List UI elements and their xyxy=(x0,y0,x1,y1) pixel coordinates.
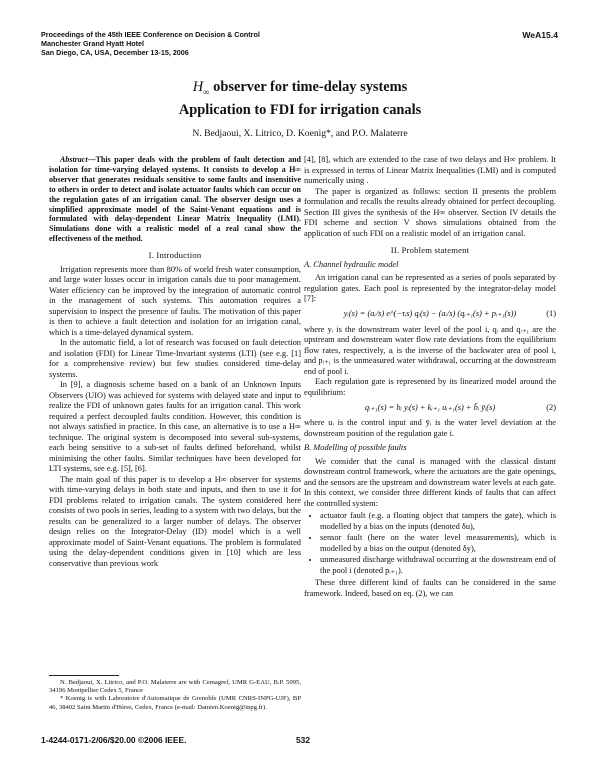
section-2-heading: II. Problem statement xyxy=(390,245,470,255)
page-number: 532 xyxy=(296,735,310,745)
abstract: Abstract—This paper deals with the problem of fault detection and isolation for time-varying delayed systems. It consists to develop a H∞ observer that generates residuals sensitive to some faults and insensitive to others in order to detect and isolate actuator faults which can occur on the regulation gates of an irrigation canal. The observer design uses a simplified approximate model of the Saint-Venant equations and is formulated with delay-dependent Linear Matrix Inequality (LMI). Simulations done with a realistic model of a real canal show the effectiveness of the method. xyxy=(49,155,301,244)
proceedings-header xyxy=(41,30,260,57)
conference-name: Proceedings of the 45th IEEE Conference on Decision & Control xyxy=(41,30,260,39)
author-footnote xyxy=(49,679,301,712)
fault-list-item: • sensor fault (here on the water level measurements), which is modelled by a bias on the output (denoted δy), xyxy=(320,533,556,554)
fault-list-item: • actuator fault (e.g. a floating object that tampers the gate), which is modelled by a bias on the inputs (denoted δu), xyxy=(320,511,556,532)
title-line-1 xyxy=(0,78,600,101)
intro-paragraph-4: The main goal of this paper is to develop a H∞ observer for systems with time-varying delays in both state and inputs, and then to use it for FDI problems related to irrigation canals. The system considered here consists of two pools in series, leading to a system with two delays, but the results can be generalized to a larger number of delays. The observer design relies on the Integrator-Delay (ID) model which is a well approximate model of Saint-Venant equations. The problem is formulated using the delay-dependent conditions given in [10] which are less conservative than previous work xyxy=(49,474,301,568)
intro-paragraph-3: In [9], a diagnosis scheme based on a bank of an Unknown Inputs Observers (UIO) was achieved for systems with delayed state and input to realize the FDI of unknown gates faults for an irrigation canal. This work required a perfect decoupled faults condition. However, this condition is not always satisfied in practice. In this case, an alternative is to use a H∞ technique. The original system is decomposed into several sub-systems, each being sensitive to a sub-set of faults defined beforehand, whilst minimising the other faults. Similar techniques have been developed for LTI systems, see e.g. [5], [6]. xyxy=(49,380,301,474)
left-column xyxy=(49,155,301,569)
intro-paragraph-1: Irrigation represents more than 80% of world fresh water consumption, and large water losses occur in irrigation canals due to poor management. Water efficiency can be improved by the integration of automatic control in the management of such systems. This automation requires a supervision to inspect the presence of faults. The motivation of this paper is then to achieve a fault detection and isolation for an irrigation canal, which is a time-delayed dynamical system. xyxy=(49,264,301,337)
subsection-b-heading: B. Modelling of possible faults xyxy=(304,443,407,452)
title-h-symbol: H xyxy=(192,79,204,95)
right-paragraph-4: where yᵢ is the downstream water level of the pool i, qᵢ and qᵢ₊₁ are the upstream and downstream water flow rate deviations from the equilibrium flow rates, respectively, aᵢ is the inverse of the backwater area of pool i, and pᵢ₊₁ is the unmeasured water withdrawal, occurring at the downstream end of pool i. xyxy=(304,324,556,376)
right-paragraph-5: Each regulation gate is represented by its linearized model around the equilibrium: xyxy=(304,377,556,397)
right-paragraph-8: These three different kind of faults can be considered in the same framework. Indeed, based on eq. (2), we can xyxy=(304,578,556,598)
equation-2 xyxy=(304,398,556,418)
session-id: WeA15.4 xyxy=(522,30,558,40)
fault-list xyxy=(304,511,556,576)
right-paragraph-7: We consider that the canal is managed with the classical distant downstream control framework, where the actuators are the gate openings, and the sensors are the upstream and downstream water levels at each gate. In this context, we consider three different kinds of faults that can affect the controlled system: xyxy=(304,456,556,508)
isbn-copyright: 1-4244-0171-2/06/$20.00 ©2006 IEEE. xyxy=(41,735,187,745)
abstract-label: Abstract xyxy=(60,155,88,164)
paper-authors: N. Bedjaoui, X. Litrico, D. Koenig*, and P.O. Malaterre xyxy=(192,128,408,139)
paper-title xyxy=(0,78,600,119)
footnote-line-1: N. Bedjaoui, X. Litrico, and P.O. Malaterre are with Cemagref, UMR G-EAU, B.P. 5095, 34196 Montpellier Cedex 5, France xyxy=(49,679,301,695)
footnote-divider xyxy=(49,675,119,676)
right-paragraph-2: The paper is organized as follows: section II presents the problem formulation and recalls the results already obtained for perfect decoupling. Section III gives the synthesis of the H∞ observer. Section IV details the FDI scheme and section V shows simulations obtained from the application of such FDI on a realistic model of an irrigation canal. xyxy=(304,186,556,238)
right-paragraph-6: where uᵢ is the control input and ȳᵢ is the water level deviation at the downstream position of the regulation gate i. xyxy=(304,418,556,438)
hotel-name: Manchester Grand Hyatt Hotel xyxy=(41,39,145,48)
abstract-text: This paper deals with the problem of fault detection and isolation for time-varying delayed systems. It consists to develop a H∞ observer that generates residuals sensitive to some faults and insensitive to others in order to detect and isolate actuator faults which can occur on the regulation gates of an irrigation canal. The observer design uses a simplified approximate model of the Saint-Venant equations and is formulated with delay-dependent Linear Matrix Inequality (LMI). Simulations done with a realistic model of a real canal show the effectiveness of the method. xyxy=(49,155,301,244)
right-paragraph-3: An irrigation canal can be represented as a series of pools separated by regulation gates. Each pool is represented by the integrator-delay model [7]: xyxy=(304,273,556,303)
footnote-line-2: * Koenig is with Laboratoire d'Automatique de Grenoble (UMR CNRS-INPG-UJF), BP 46, 38402 Saint Martin d'Hères, Cedex, France (e-mail: Damien.Koenig@inpg.fr). xyxy=(49,695,301,711)
conference-location: San Diego, CA, USA, December 13-15, 2006 xyxy=(41,48,189,57)
equation-2-number: (2) xyxy=(546,402,556,412)
section-1-heading: I. Introduction xyxy=(148,250,202,261)
equation-1 xyxy=(304,305,556,325)
title-infinity-subscript: ∞ xyxy=(203,86,210,97)
subsection-a-heading: A. Channel hydraulic model xyxy=(304,259,399,269)
fault-list-item: • unmeasured discharge withdrawal occurring at the downstream end of the pool i (denoted pᵢ₊₁). xyxy=(320,555,556,576)
equation-1-body: yᵢ(s) = (aᵢ/s) e^(−τᵢs) qᵢ(s) − (aᵢ/s) (qᵢ₊₁(s) + pᵢ₊₁(s)) xyxy=(343,309,517,319)
title-line-1-text: observer for time-delay systems xyxy=(209,79,408,95)
equation-2-body: qᵢ₊₁(s) = bᵢ yᵢ(s) + kᵢ₊₁ uᵢ₊₁(s) + b̄ᵢ ȳᵢ(s) xyxy=(364,402,496,412)
title-line-2: Application to FDI for irrigation canals xyxy=(178,101,422,118)
equation-1-number: (1) xyxy=(546,309,556,319)
right-paragraph-1: [4], [8], which are extended to the case of two delays and H∞ problem. It is expressed in terms of Linear Matrix Inequalities (LMI) and is computed numerically using . xyxy=(304,155,556,185)
right-column xyxy=(304,155,556,599)
intro-paragraph-2: In the automatic field, a lot of research was focused on fault detection and isolation (FDI) for Linear Time-Invariant systems (LTI) (see e.g. [1] for a comprehensive review) but few studies considered time-delay systems. xyxy=(49,338,301,379)
